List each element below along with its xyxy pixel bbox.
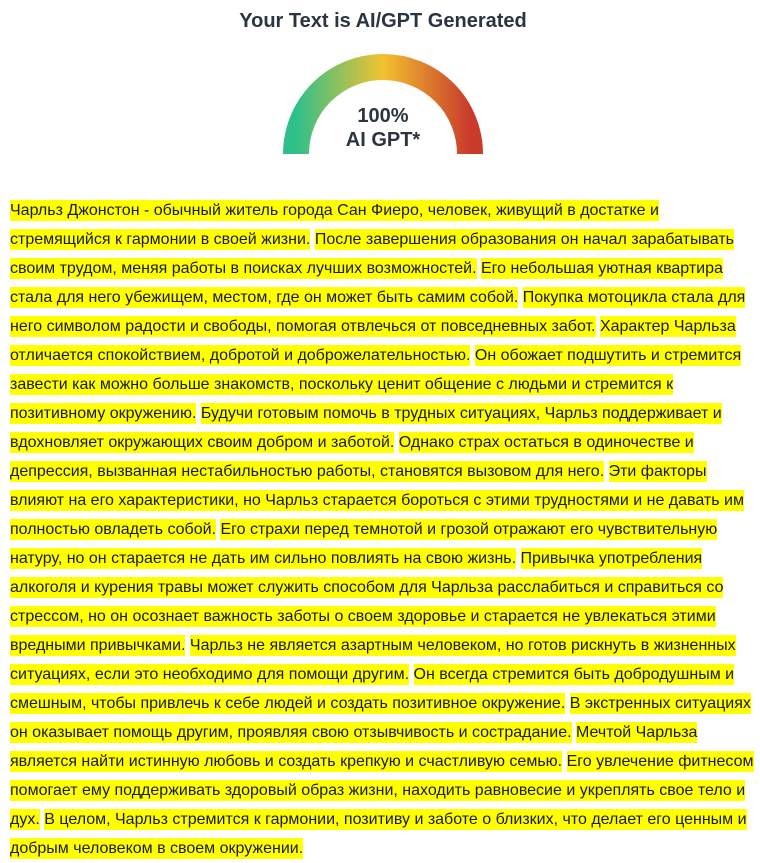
- highlighted-sentence: Эти факторы влияют на его характеристики, но Чарльз старается бороться с этими трудностями и не давать им полностью овладеть собой.: [10, 463, 744, 538]
- analyzed-text: [10, 196, 755, 863]
- highlighted-sentence: После завершения образования он начал зарабатывать своим трудом, меняя работы в поисках лучших возможностей.: [10, 231, 735, 277]
- gauge-percent: 100%: [357, 105, 409, 127]
- highlighted-sentence: Мечтой Чарльза является найти истинную любовь и создать крепкую и счастливую семью.: [10, 724, 698, 770]
- highlighted-sentence: Он всегда стремится быть добродушным и смешным, чтобы привлечь к себе людей и создать позитивное окружение.: [10, 666, 735, 712]
- highlighted-sentence: Будучи готовым помочь в трудных ситуациях, Чарльз поддерживает и вдохновляет окружающих своим добром и заботой.: [10, 405, 722, 451]
- highlighted-sentence: В экстренных ситуациях он оказывает помощь другим, проявляя свою отзывчивость и сострадание.: [10, 695, 751, 741]
- highlighted-sentence: Его небольшая уютная квартира стала для него убежищем, местом, где он может быть самим собой.: [10, 260, 723, 306]
- ai-score-gauge: [283, 54, 483, 158]
- highlighted-sentence: Чарльз Джонстон - обычный житель города Сан Фиеро, человек, живущий в достатке и стремящийся к гармонии в своей жизни.: [10, 202, 659, 248]
- highlighted-sentence: Характер Чарльза отличается спокойствием, добротой и доброжелательностью.: [10, 318, 736, 364]
- highlighted-sentence: Его страхи перед темнотой и грозой отражают его чувствительную натуру, но он старается не дать им сильно повлиять на свою жизнь.: [10, 521, 718, 567]
- highlighted-sentence: Привычка употребления алкоголя и курения травы может служить способом для Чарльза расслабиться и справиться со стрессом, но он осознает важность заботы о своем здоровье и старается не увлекаться этими вредными привычками.: [10, 550, 724, 654]
- result-title: Your Text is AI/GPT Generated: [239, 10, 527, 32]
- highlighted-sentence: Покупка мотоцикла стала для него символом радости и свободы, помогая отвлечься от повседневных забот.: [10, 289, 746, 335]
- gauge-label: [283, 104, 483, 152]
- highlighted-sentence: В целом, Чарльз стремится к гармонии, позитиву и заботе о близких, что делает его ценным и добрым человеком в своем окружении.: [10, 811, 747, 857]
- highlighted-sentence: Однако страх остаться в одиночестве и депрессия, вызванная нестабильностью работы, становятся вызовом для него.: [10, 434, 694, 480]
- highlighted-sentence: Его увлечение фитнесом помогает ему поддерживать здоровый образ жизни, находить равновесие и укреплять свое тело и дух.: [10, 753, 754, 828]
- highlighted-sentence: Чарльз не является азартным человеком, но готов рискнуть в жизненных ситуациях, если это необходимо для помощи другим.: [10, 637, 736, 683]
- gauge-caption: AI GPT*: [345, 129, 421, 151]
- highlighted-sentence: Он обожает подшутить и стремится завести как можно больше знакомств, поскольку ценит общение с людьми и стремится к позитивному окружению.: [10, 347, 742, 422]
